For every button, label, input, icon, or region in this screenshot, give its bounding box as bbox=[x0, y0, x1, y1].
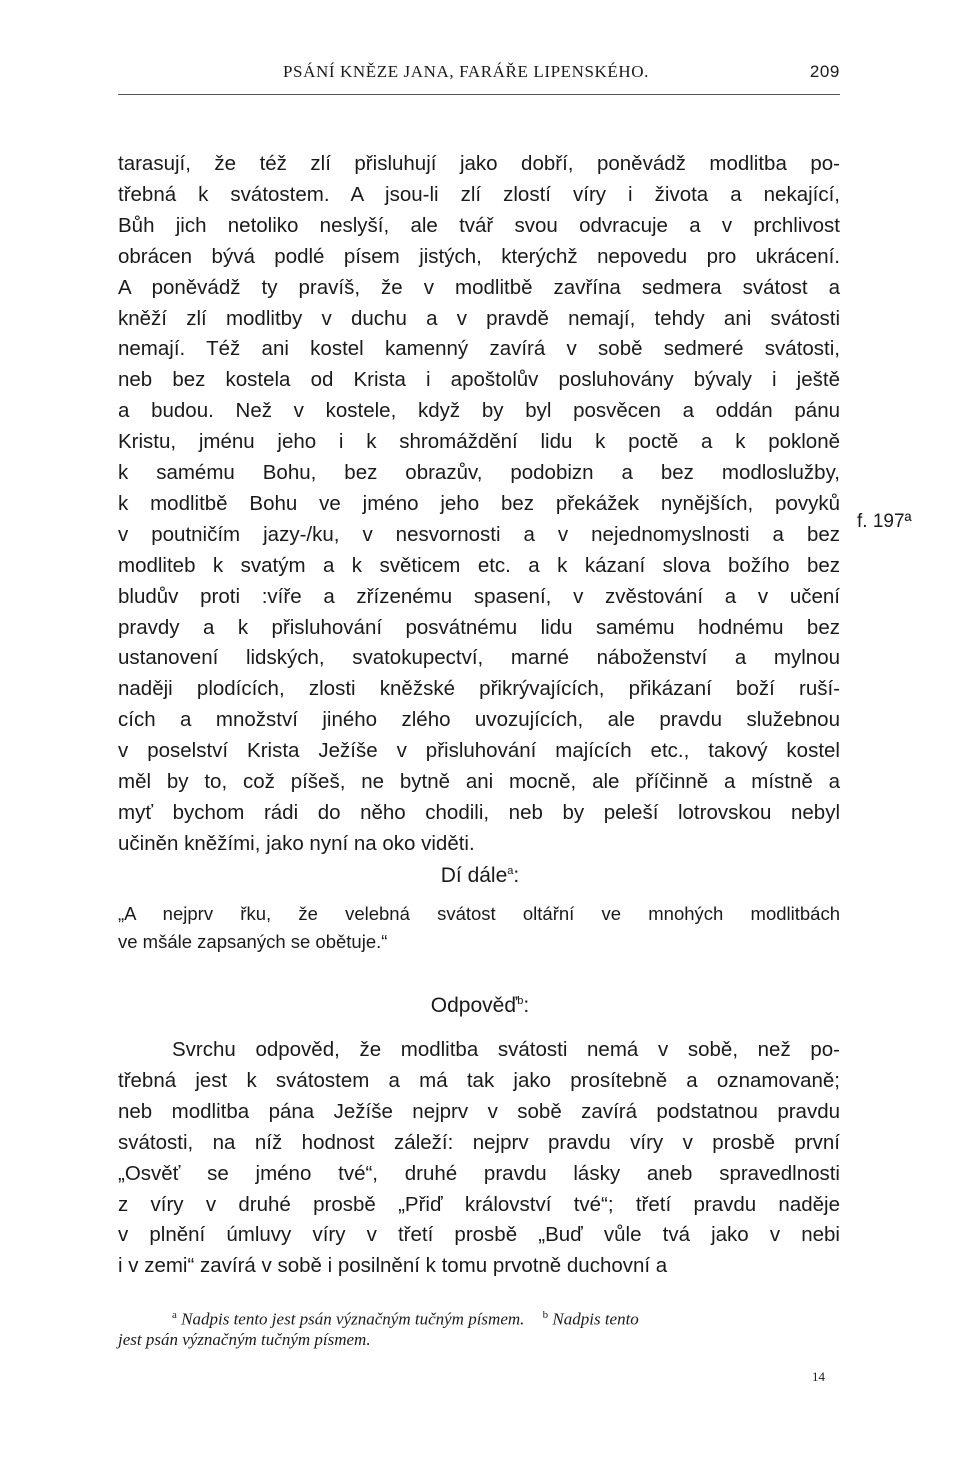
body-line: A poněvádž ty pravíš, že v modlitbě zavřína sedmera svátost a bbox=[118, 276, 840, 299]
body-line: naději plodících, zlosti kněžské přikrývajících, přikázaní boží ruší- bbox=[118, 677, 840, 700]
signature-mark: 14 bbox=[812, 1369, 825, 1384]
body-line: myť bychom rádi do něho chodili, neb by peleší lotrovskou nebyl bbox=[118, 801, 840, 824]
body-line: obrácen bývá podlé písem jistých, kterýchž nepovedu pro ukrácení. bbox=[118, 245, 840, 268]
body-line: a budou. Než v kostele, když by byl posvěcen a oddán pánu bbox=[118, 399, 840, 422]
answer-line: neb modlitba pána Ježíše nejprv v sobě zavírá podstatnou pravdu bbox=[118, 1100, 840, 1123]
answer-line: svátosti, na níž hodnost záleží: nejprv pravdu víry v prosbě první bbox=[118, 1131, 840, 1154]
folio-margin-note: f. 197ª bbox=[857, 511, 912, 532]
answer-line: v plnění úmluvy víry v třetí prosbě „Buď vůle tvá jako v nebi bbox=[118, 1223, 840, 1246]
body-line: modliteb k svatým a k světicem etc. a k kázaní slova božího bez bbox=[118, 554, 840, 577]
answer-line: Svrchu odpověd, že modlitba svátosti nemá v sobě, než po- bbox=[172, 1038, 840, 1061]
body-line: pravdy a k přisluhování posvátnému lidu samému hodnému bez bbox=[118, 616, 840, 639]
footnote-b-text-start: Nadpis tento bbox=[552, 1309, 639, 1329]
footnote-marker-a: a bbox=[507, 865, 514, 877]
header-rule bbox=[118, 94, 840, 95]
section-heading-odpoved bbox=[0, 986, 960, 1021]
body-line: v poselství Krista Ježíše v přisluhování majících etc., takový kostel bbox=[118, 739, 840, 762]
body-line: ustanovení lidských, svatokupectví, marné náboženství a mylnou bbox=[118, 646, 840, 669]
body-line: třebná k svátostem. A jsou-li zlí zlostí víry i života a nekající, bbox=[118, 183, 840, 206]
footnote-a-text: Nadpis tento jest psán význačným tučným písmem. bbox=[181, 1309, 525, 1329]
heading-suffix: : bbox=[513, 864, 520, 887]
running-header bbox=[118, 62, 840, 90]
body-line: k samému Bohu, bez obrazův, podobizn a bez modloslužby, bbox=[118, 461, 840, 484]
body-line: Kristu, jménu jeho i k shromáždění lidu k poctě a k pokloně bbox=[118, 430, 840, 453]
quote-line: „A nejprv řku, že velebná svátost oltářní ve mnohých modlitbách bbox=[118, 903, 840, 924]
heading-text: Dí dále bbox=[440, 864, 508, 887]
body-line: cích a množství jiného zlého uvozujících, ale pravdu služebnou bbox=[118, 708, 840, 731]
answer-line: třebná jest k svátostem a má tak jako prosítebně a oznamovaně; bbox=[118, 1069, 840, 1092]
body-line: měl by to, což píšeš, ne bytně ani mocně, ale příčinně a místně a bbox=[118, 770, 840, 793]
body-line: kněží zlí modlitby v duchu a v pravdě nemají, tehdy ani svátosti bbox=[118, 307, 840, 330]
quote-line: ve mšále zapsaných se obětuje.“ bbox=[118, 931, 388, 952]
footnote-marker-a: a bbox=[172, 1309, 177, 1321]
header-title: PSÁNÍ KNĚZE JANA, FARÁŘE LIPENSKÉHO. bbox=[283, 62, 650, 81]
footnote-marker-b: b bbox=[542, 1309, 549, 1321]
body-line: tarasují, že též zlí přisluhují jako dobří, poněvádž modlitba po- bbox=[118, 152, 840, 175]
body-line: k modlitbě Bohu ve jméno jeho bez překážek nynějších, povyků bbox=[118, 492, 840, 515]
answer-line: z víry v druhé prosbě „Přiď království tvé“; třetí pravdu naděje bbox=[118, 1193, 840, 1216]
answer-line: i v zemi“ zavírá v sobě i posilnění k tomu prvotně duchovní a bbox=[118, 1254, 668, 1277]
body-line: neb bez kostela od Krista i apoštolův posluhovány bývaly i ještě bbox=[118, 368, 840, 391]
body-line: v poutničím jazy-/ku, v nesvornosti a v nejednomyslnosti a bez bbox=[118, 523, 840, 546]
answer-line: „Osvěť se jméno tvé“, druhé pravdu lásky aneb spravedlnosti bbox=[118, 1162, 840, 1185]
body-line: nemají. Též ani kostel kamenný zavírá v sobě sedmeré svátosti, bbox=[118, 337, 840, 360]
footnote-line: jest psán význačným tučným písmem. bbox=[118, 1330, 371, 1349]
heading-suffix: : bbox=[523, 994, 530, 1017]
heading-text: Odpověď bbox=[430, 994, 518, 1017]
body-line: bludův proti :víře a zřízenému spasení, v zvěstování a v učení bbox=[118, 585, 840, 608]
body-line: Bůh jich netoliko neslyší, ale tvář svou odvracuje a v prchlivost bbox=[118, 214, 840, 237]
footnote-marker-b: b bbox=[517, 995, 524, 1007]
page-number: 209 bbox=[809, 62, 840, 81]
body-line: učiněn kněžími, jako nyní na oko viděti. bbox=[118, 832, 475, 855]
section-heading-di-dale bbox=[0, 856, 960, 891]
